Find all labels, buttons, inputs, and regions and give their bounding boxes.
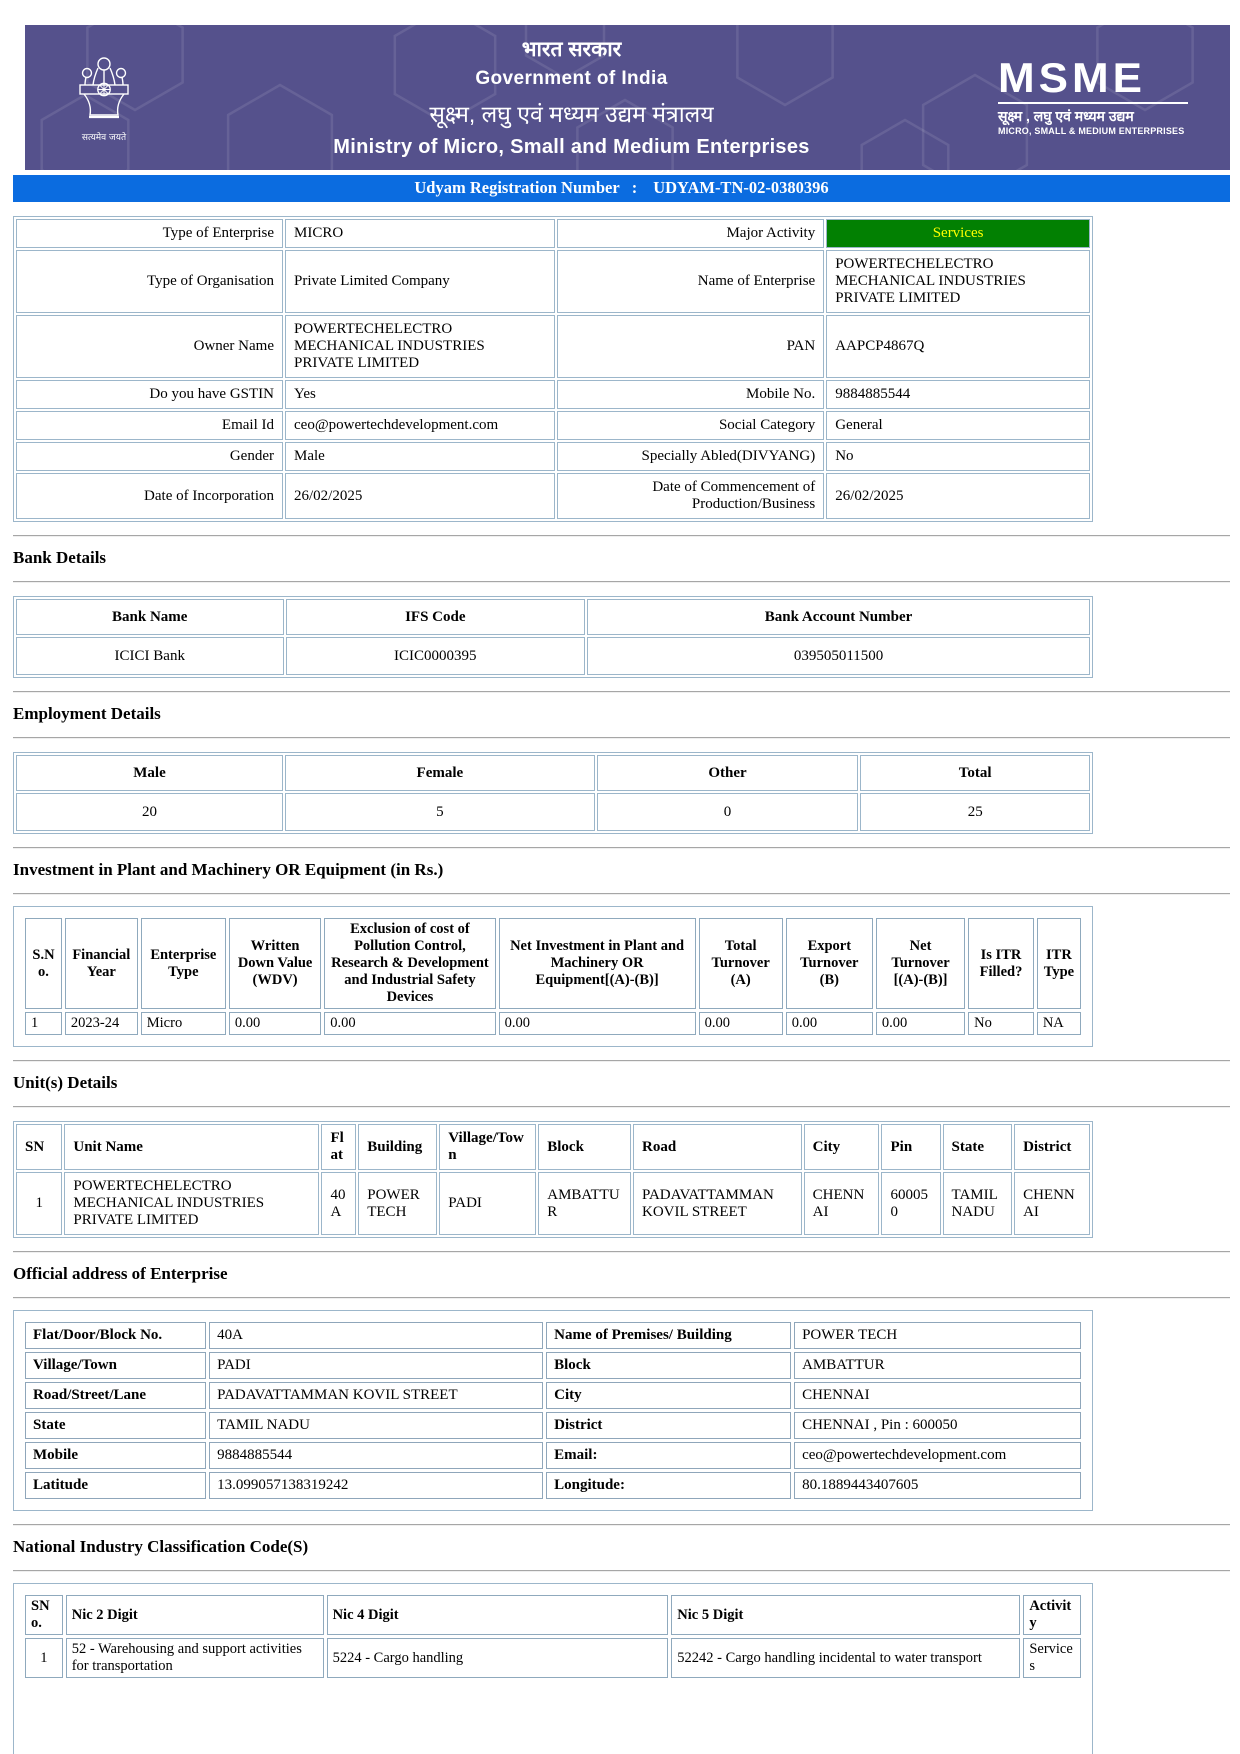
field-label: State	[25, 1412, 206, 1439]
column-header: Written Down Value (WDV)	[229, 918, 321, 1009]
field-label: Email Id	[16, 411, 283, 440]
field-value: ceo@powertechdevelopment.com	[285, 411, 555, 440]
column-header: Export Turnover (B)	[786, 918, 873, 1009]
field-value: PADAVATTAMMAN KOVIL STREET	[209, 1382, 543, 1409]
field-label: Village/Town	[25, 1352, 206, 1379]
section-divider	[13, 1297, 1230, 1298]
cell-value: TAMIL NADU	[943, 1172, 1013, 1235]
cell-value: AMBATTUR	[538, 1172, 631, 1235]
column-header: Village/Town	[439, 1124, 536, 1170]
registration-number-label: Udyam Registration Number	[414, 178, 620, 197]
employment-details-table	[13, 752, 1093, 834]
section-title-employment-details: Employment Details	[13, 704, 161, 723]
field-value: CHENNAI , Pin : 600050	[794, 1412, 1081, 1439]
field-label: Date of Incorporation	[16, 473, 283, 519]
msme-logo-english: MICRO, SMALL & MEDIUM ENTERPRISES	[998, 125, 1185, 136]
field-value: POWERTECHELECTRO MECHANICAL INDUSTRIES PRIVATE LIMITED	[285, 315, 555, 378]
field-value: 9884885544	[209, 1442, 543, 1469]
column-header: Exclusion of cost of Pollution Control, Research & Development and Industrial Safety Devices	[324, 918, 495, 1009]
table-row	[25, 1412, 1081, 1439]
field-value: 9884885544	[826, 380, 1090, 409]
registration-number-separator: :	[631, 178, 638, 197]
column-header: Net Turnover [(A)-(B)]	[876, 918, 965, 1009]
cell-value: PADAVATTAMMAN KOVIL STREET	[633, 1172, 802, 1235]
field-label: Name of Enterprise	[557, 250, 824, 313]
field-value: General	[826, 411, 1090, 440]
field-label: Block	[546, 1352, 791, 1379]
field-value: 40A	[209, 1322, 543, 1349]
cell-value: 600050	[881, 1172, 940, 1235]
field-label: Type of Enterprise	[16, 219, 283, 248]
cell-value: 039505011500	[587, 637, 1090, 675]
section-divider	[13, 893, 1230, 894]
section-divider	[13, 1570, 1230, 1571]
column-header: Pin	[881, 1124, 940, 1170]
section-divider	[13, 847, 1230, 848]
official-address-frame	[13, 1310, 1093, 1511]
section-title-bank-details: Bank Details	[13, 548, 107, 567]
cell-value: 52242 - Cargo handling incidental to water transport	[671, 1638, 1020, 1678]
field-label: Social Category	[557, 411, 824, 440]
table-row	[25, 1382, 1081, 1409]
table-row	[16, 250, 1090, 313]
column-header: Nic 4 Digit	[327, 1595, 669, 1635]
msme-logo	[998, 55, 1188, 136]
table-row	[25, 1638, 1081, 1678]
msme-logo-divider	[998, 102, 1188, 104]
cell-value: 0.00	[499, 1012, 696, 1035]
column-header: Other	[597, 755, 859, 791]
field-label: Gender	[16, 442, 283, 471]
column-header: S.No.	[25, 918, 62, 1009]
table-header-row	[25, 1595, 1081, 1635]
cell-value: POWERTECHELECTRO MECHANICAL INDUSTRIES PRIVATE LIMITED	[64, 1172, 319, 1235]
column-header: Female	[285, 755, 595, 791]
cell-value: CHENNAI	[804, 1172, 880, 1235]
column-header: Total	[860, 755, 1090, 791]
government-header-banner	[25, 25, 1230, 170]
column-header: Nic 5 Digit	[671, 1595, 1020, 1635]
field-value: PADI	[209, 1352, 543, 1379]
section-title-units: Unit(s) Details	[13, 1073, 118, 1092]
table-row	[16, 1172, 1090, 1235]
nic-codes-table	[22, 1592, 1084, 1681]
section-divider	[13, 1524, 1230, 1525]
cell-value: 20	[16, 793, 283, 831]
table-header-row	[25, 918, 1081, 1009]
column-header: IFS Code	[286, 599, 586, 635]
section-divider	[13, 581, 1230, 582]
emblem-motto-text: सत्यमेव जयते	[81, 132, 127, 143]
field-label: Mobile	[25, 1442, 206, 1469]
column-header: Nic 2 Digit	[66, 1595, 324, 1635]
table-row	[25, 1472, 1081, 1499]
column-header: Male	[16, 755, 283, 791]
column-header: ITR Type	[1037, 918, 1081, 1009]
field-label: Road/Street/Lane	[25, 1382, 206, 1409]
cell-value: 0.00	[699, 1012, 783, 1035]
column-header: Flat	[321, 1124, 356, 1170]
section-title-investment: Investment in Plant and Machinery OR Equipment (in Rs.)	[13, 860, 444, 879]
table-row	[16, 315, 1090, 378]
header-hindi-title: भारत सरकार	[521, 37, 622, 61]
column-header: Unit Name	[64, 1124, 319, 1170]
cell-value: NA	[1037, 1012, 1081, 1035]
field-label: Date of Commencement of Production/Business	[557, 473, 824, 519]
table-header-row	[16, 599, 1090, 635]
registration-number-value: UDYAM-TN-02-0380396	[653, 178, 829, 197]
field-label: Specially Abled(DIVYANG)	[557, 442, 824, 471]
column-header: Road	[633, 1124, 802, 1170]
table-row	[16, 411, 1090, 440]
table-row	[16, 380, 1090, 409]
msme-logo-hindi: सूक्ष्म , लघु एवं मध्यम उद्यम	[998, 107, 1134, 124]
cell-value: PADI	[439, 1172, 536, 1235]
table-row	[25, 1442, 1081, 1469]
header-hindi-ministry: सूक्ष्म, लघु एवं मध्यम उद्यम मंत्रालय	[429, 100, 714, 127]
field-value: 13.099057138319242	[209, 1472, 543, 1499]
ashoka-emblem-icon	[63, 53, 145, 143]
cell-value: ICICI Bank	[16, 637, 284, 675]
column-header: Activity	[1023, 1595, 1081, 1635]
table-row	[25, 1322, 1081, 1349]
section-divider	[13, 1060, 1230, 1061]
cell-value: 0.00	[229, 1012, 321, 1035]
header-english-ministry: Ministry of Micro, Small and Medium Enterprises	[333, 135, 810, 158]
table-row	[16, 442, 1090, 471]
section-divider	[13, 535, 1230, 536]
cell-value: 0	[597, 793, 859, 831]
section-divider	[13, 1251, 1230, 1252]
column-header: Enterprise Type	[141, 918, 226, 1009]
field-value: POWER TECH	[794, 1322, 1081, 1349]
field-label: City	[546, 1382, 791, 1409]
cell-value: 0.00	[786, 1012, 873, 1035]
table-row	[16, 793, 1090, 831]
field-value: CHENNAI	[794, 1382, 1081, 1409]
cell-value: POWER TECH	[358, 1172, 437, 1235]
field-value: No	[826, 442, 1090, 471]
field-value: MICRO	[285, 219, 555, 248]
field-label: Latitude	[25, 1472, 206, 1499]
column-header: Block	[538, 1124, 631, 1170]
cell-value: 2023-24	[65, 1012, 138, 1035]
field-label: Owner Name	[16, 315, 283, 378]
section-title-official-address: Official address of Enterprise	[13, 1264, 228, 1283]
msme-logo-text: MSME	[998, 55, 1146, 103]
field-label: Flat/Door/Block No.	[25, 1322, 206, 1349]
cell-value: 0.00	[324, 1012, 495, 1035]
field-label: District	[546, 1412, 791, 1439]
field-value: 26/02/2025	[285, 473, 555, 519]
column-header: City	[804, 1124, 880, 1170]
field-value: 80.1889443407605	[794, 1472, 1081, 1499]
field-value: POWERTECHELECTRO MECHANICAL INDUSTRIES PRIVATE LIMITED	[826, 250, 1090, 313]
field-label: Major Activity	[557, 219, 824, 248]
cell-value: CHENNAI	[1014, 1172, 1090, 1235]
cell-value: Services	[1023, 1638, 1081, 1678]
field-value: 26/02/2025	[826, 473, 1090, 519]
field-value: Private Limited Company	[285, 250, 555, 313]
table-row	[25, 1352, 1081, 1379]
column-header: Net Investment in Plant and Machinery OR Equipment[(A)-(B)]	[499, 918, 696, 1009]
header-titles	[145, 35, 998, 161]
field-label: Name of Premises/ Building	[546, 1322, 791, 1349]
cell-value: 1	[25, 1638, 63, 1678]
major-activity-badge: Services	[826, 219, 1090, 248]
field-value: AMBATTUR	[794, 1352, 1081, 1379]
cell-value: 5	[285, 793, 595, 831]
section-divider	[13, 737, 1230, 738]
column-header: SNo.	[25, 1595, 63, 1635]
field-label: Email:	[546, 1442, 791, 1469]
field-value: AAPCP4867Q	[826, 315, 1090, 378]
enterprise-details-table	[13, 216, 1093, 522]
cell-value: 1	[16, 1172, 62, 1235]
bank-details-table	[13, 596, 1093, 678]
cell-value: 25	[860, 793, 1090, 831]
table-row	[16, 219, 1090, 248]
cell-value: No	[968, 1012, 1034, 1035]
cell-value: 1	[25, 1012, 62, 1035]
table-row	[16, 473, 1090, 519]
cell-value: 52 - Warehousing and support activities for transportation	[66, 1638, 324, 1678]
column-header: Building	[358, 1124, 437, 1170]
field-label: Longitude:	[546, 1472, 791, 1499]
cell-value: 40A	[321, 1172, 356, 1235]
investment-table-frame	[13, 906, 1093, 1047]
udyam-registration-number-bar	[13, 175, 1230, 202]
column-header: Bank Name	[16, 599, 284, 635]
table-header-row	[16, 755, 1090, 791]
field-label: Mobile No.	[557, 380, 824, 409]
column-header: Bank Account Number	[587, 599, 1090, 635]
cell-value: 0.00	[876, 1012, 965, 1035]
field-label: PAN	[557, 315, 824, 378]
column-header: SN	[16, 1124, 62, 1170]
field-value: ceo@powertechdevelopment.com	[794, 1442, 1081, 1469]
table-header-row	[16, 1124, 1090, 1170]
column-header: State	[943, 1124, 1013, 1170]
column-header: Financial Year	[65, 918, 138, 1009]
field-value: Male	[285, 442, 555, 471]
nic-table-frame	[13, 1583, 1093, 1754]
cell-value: 5224 - Cargo handling	[327, 1638, 669, 1678]
field-value: Yes	[285, 380, 555, 409]
investment-table	[22, 915, 1084, 1038]
official-address-table	[22, 1319, 1084, 1502]
cell-value: Micro	[141, 1012, 226, 1035]
field-value: TAMIL NADU	[209, 1412, 543, 1439]
column-header: District	[1014, 1124, 1090, 1170]
section-divider	[13, 1106, 1230, 1107]
table-row	[16, 637, 1090, 675]
units-details-table	[13, 1121, 1093, 1238]
section-title-nic-codes: National Industry Classification Code(S)	[13, 1537, 309, 1556]
section-divider	[13, 691, 1230, 692]
field-label: Do you have GSTIN	[16, 380, 283, 409]
field-label: Type of Organisation	[16, 250, 283, 313]
column-header: Total Turnover (A)	[699, 918, 783, 1009]
cell-value: ICIC0000395	[286, 637, 586, 675]
table-row	[25, 1012, 1081, 1035]
header-english-title: Government of India	[475, 67, 668, 89]
column-header: Is ITR Filled?	[968, 918, 1034, 1009]
